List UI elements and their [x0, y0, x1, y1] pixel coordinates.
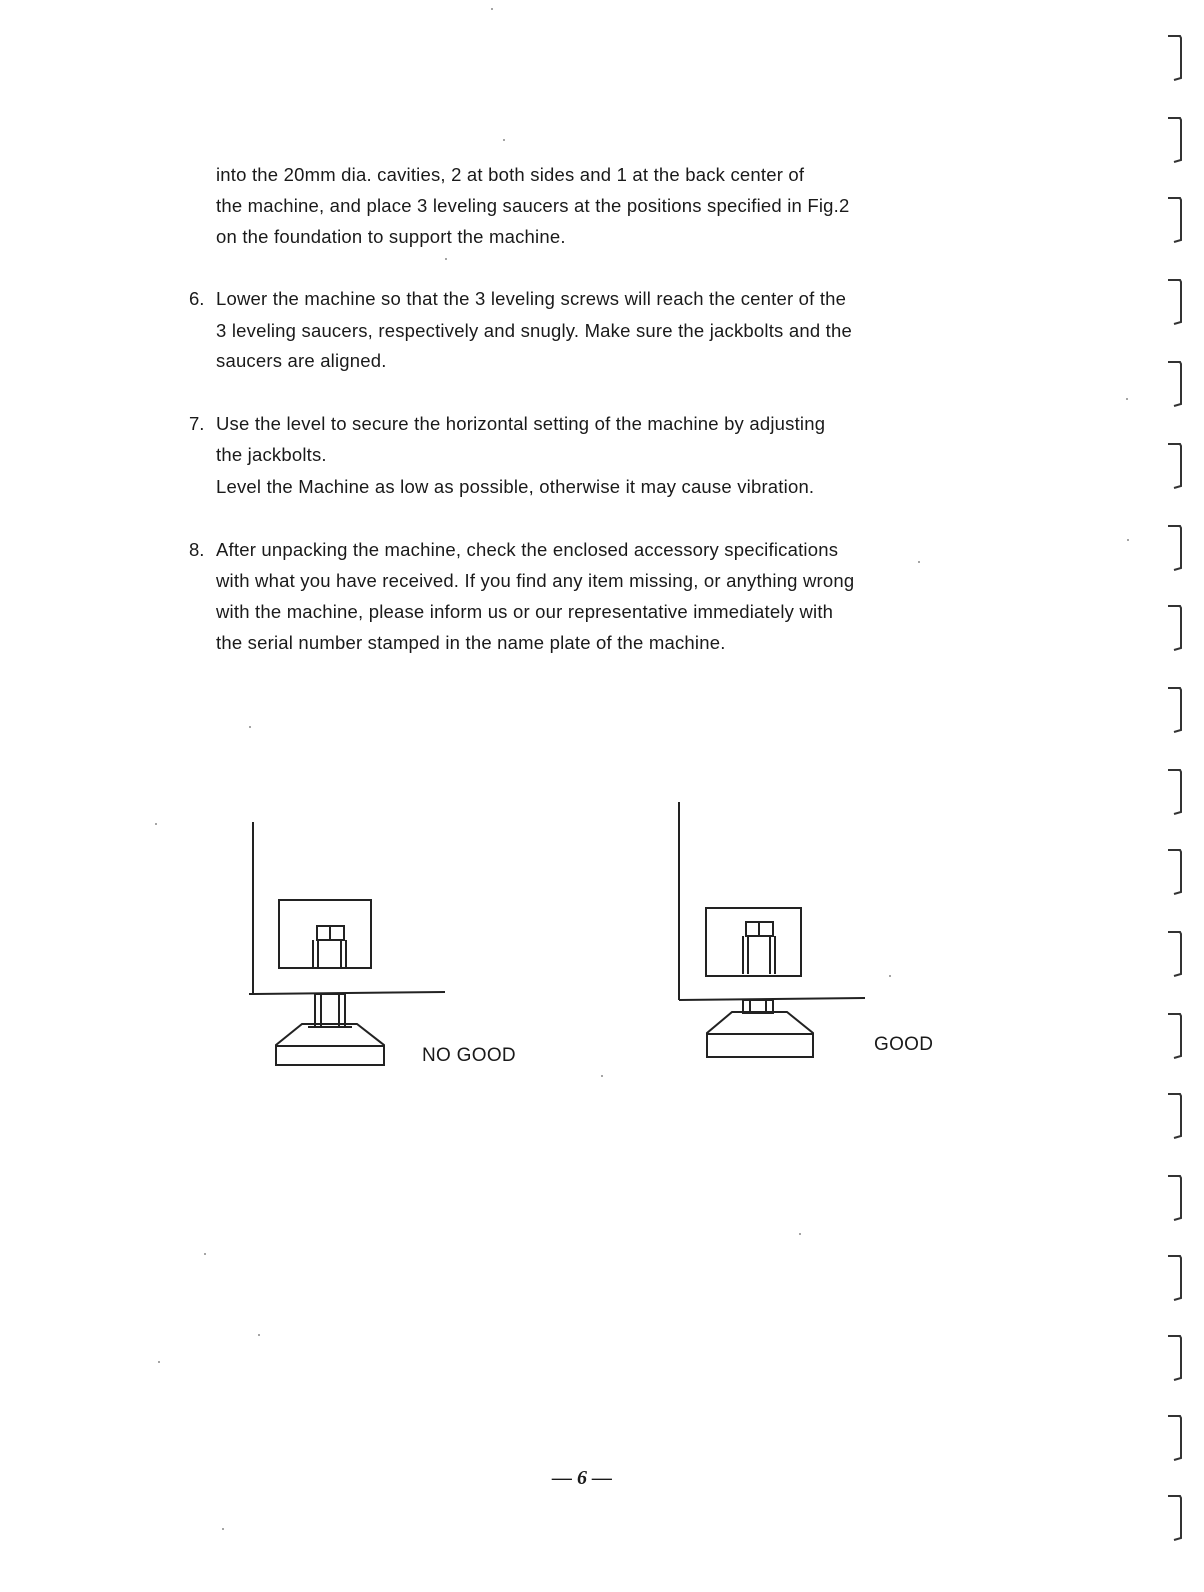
binder-ring-mark	[1168, 932, 1181, 976]
page-number: — 6 —	[552, 1467, 612, 1489]
scan-speck	[445, 258, 447, 260]
binder-ring-mark	[1168, 198, 1181, 242]
scan-speck	[222, 1528, 224, 1530]
scan-speck	[503, 139, 505, 141]
scan-speck	[155, 823, 157, 825]
step-8-number: 8.	[189, 539, 205, 560]
step-8-line-2: with what you have received. If you find any item missing, or anything wrong	[216, 570, 855, 591]
no-good-label: NO GOOD	[422, 1045, 516, 1066]
scan-speck	[158, 1361, 160, 1363]
binder-ring-mark	[1168, 526, 1181, 570]
binder-ring-mark	[1168, 850, 1181, 894]
no-good-jackbolt-shaft	[315, 994, 345, 1027]
scan-speck	[1127, 539, 1129, 541]
good-label: GOOD	[874, 1034, 934, 1055]
scan-speck	[204, 1253, 206, 1255]
binder-ring-mark	[1168, 362, 1181, 406]
binder-ring-mark	[1168, 688, 1181, 732]
step-7-number: 7.	[189, 413, 205, 434]
no-good-machine-base	[249, 992, 445, 994]
no-good-diagram	[240, 815, 460, 1075]
step-6-line-1: Lower the machine so that the 3 leveling screws will reach the center of the	[216, 288, 847, 309]
good-diagram	[670, 795, 880, 1065]
step-8-line-3: with the machine, please inform us or our representative immediately with	[216, 601, 834, 622]
step-7-line-3: Level the Machine as low as possible, otherwise it may cause vibration.	[216, 476, 815, 497]
binder-ring-mark	[1168, 1176, 1181, 1220]
intro-line-1: into the 20mm dia. cavities, 2 at both sides and 1 at the back center of	[216, 164, 805, 185]
intro-line-2: the machine, and place 3 leveling saucers at the positions specified in Fig.2	[216, 195, 850, 216]
binder-ring-mark	[1168, 1014, 1181, 1058]
binder-ring-mark	[1168, 606, 1181, 650]
binder-ring-mark	[1168, 280, 1181, 324]
scan-speck	[258, 1334, 260, 1336]
scan-speck	[918, 561, 920, 563]
binder-ring-mark	[1168, 770, 1181, 814]
binder-ring-mark	[1168, 1416, 1181, 1460]
step-8-line-1: After unpacking the machine, check the enclosed accessory specifications	[216, 539, 839, 560]
intro-line-3: on the foundation to support the machine.	[216, 226, 566, 247]
scan-speck	[1126, 398, 1128, 400]
step-6-number: 6.	[189, 288, 205, 309]
scan-speck	[249, 726, 251, 728]
step-6-line-2: 3 leveling saucers, respectively and snugly. Make sure the jackbolts and the	[216, 320, 852, 341]
no-good-cavity-box	[279, 900, 371, 968]
binder-ring-mark	[1168, 36, 1181, 80]
step-7-line-1: Use the level to secure the horizontal setting of the machine by adjusting	[216, 413, 826, 434]
no-good-leveling-saucer	[276, 1024, 384, 1065]
binder-ring-mark	[1168, 1094, 1181, 1138]
step-6-line-3: saucers are aligned.	[216, 350, 387, 371]
scan-speck	[491, 8, 493, 10]
scan-speck	[601, 1075, 603, 1077]
binder-ring-mark	[1168, 1496, 1181, 1540]
scan-speck	[799, 1233, 801, 1235]
binder-ring-marks	[1160, 0, 1190, 1592]
binder-ring-mark	[1168, 1336, 1181, 1380]
binder-ring-mark	[1168, 118, 1181, 162]
scan-speck	[889, 975, 891, 977]
binder-ring-mark	[1168, 1256, 1181, 1300]
binder-ring-mark	[1168, 444, 1181, 488]
step-8-line-4: the serial number stamped in the name plate of the machine.	[216, 632, 726, 653]
step-7-line-2: the jackbolts.	[216, 444, 327, 465]
good-cavity-box	[706, 908, 801, 976]
